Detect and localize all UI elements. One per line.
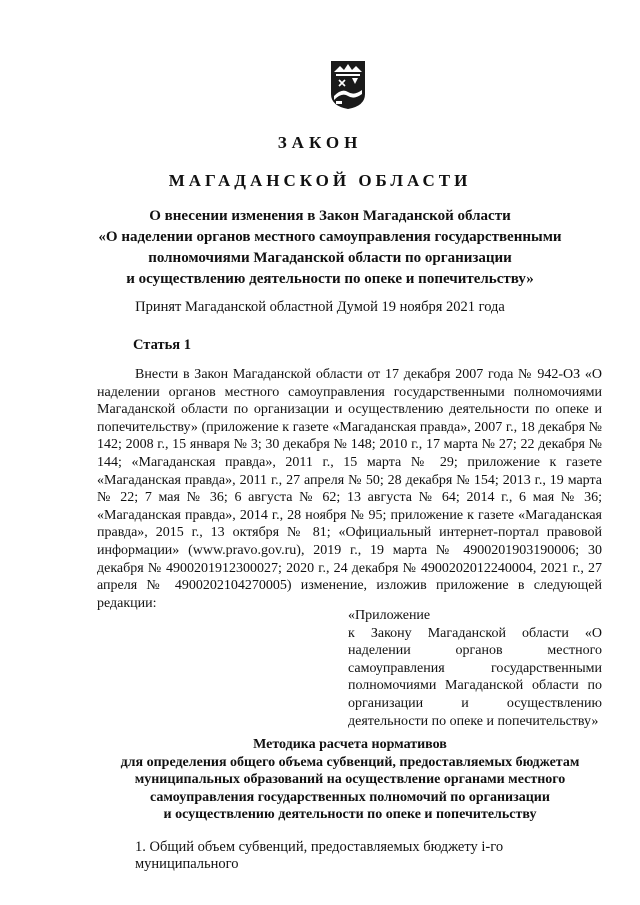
methodology-heading (100, 736, 600, 824)
clause-1-text: 1. Общий объем субвенций, предоставляемых бюджету i-го муниципального (135, 839, 504, 872)
article-paragraph-text: Внести в Закон Магаданской области от 17 декабря 2007 года № 942-ОЗ «О наделении органов местного самоуправления государственными полномочиями Магаданской области по организации и осуществлению деятельности по опеке и попечительству» (приложение к газете «Магаданская правда», 2007 г., 18 декабря № 142; 2008 г., 15 января № 3; 30 декабря № 148; 2010 г., 17 марта № 27; 22 декабря № 144; «Магаданская правда», 2011 г., 15 марта № 29; приложение к газете «Магаданская правда», 2011 г., 27 апреля № 50; 28 декабря № 154; 2013 г., 19 марта № 22; 7 мая № 36; 6 августа № 62; 13 августа № 64; 2014 г., 6 мая № 36; «Магаданская правда», 2014 г., 28 ноября № 95; приложение к газете «Магаданская правда», 2015 г., 13 октября № 81; «Официальный интернет-портал правовой информации» (www.pravo.gov.ru), 2019 г., 19 марта № 4900201903190006; 30 декабря № 4900201912300027; 2020 г., 24 декабря № 4900202012240004, 2021 г., 27 апреля № 4900202104270005) изменение, изложив приложение в следующей редакции: (97, 367, 602, 611)
methodology-line: и осуществлению деятельности по опеке и попечительству (163, 807, 537, 823)
law-title-line: О внесении изменения в Закон Магаданской области (149, 208, 511, 224)
magadan-coat-of-arms-icon (330, 60, 366, 110)
methodology-line: самоуправления государственных полномочий по организации (150, 789, 550, 805)
region-heading: МАГАДАНСКОЙ ОБЛАСТИ (168, 171, 472, 190)
law-title (60, 206, 600, 290)
appendix-header (348, 607, 602, 730)
law-title-line: полномочиями Магаданской области по организации (148, 250, 512, 266)
adoption-statement: Принят Магаданской областной Думой 19 ноября 2021 года (135, 299, 505, 315)
methodology-line: муниципальных образований на осуществление органами местного (134, 772, 566, 788)
law-title-line: и осуществлению деятельности по опеке и попечительству» (126, 271, 534, 287)
appendix-reference: к Закону Магаданской области «О наделении органов местного самоуправления государственными полномочиями Магаданской области по организации и осуществлению деятельности по опеке и попечительству» (348, 625, 602, 729)
methodology-line: для определения общего объема субвенций, предоставляемых бюджетам (120, 754, 580, 770)
law-title-line: «О наделении органов местного самоуправления государственными (98, 229, 562, 245)
document-type-heading: ЗАКОН (277, 133, 363, 152)
article-paragraph (97, 366, 602, 612)
methodology-line: Методика расчета нормативов (253, 737, 447, 752)
appendix-title: «Приложение (348, 608, 431, 623)
article-heading: Статья 1 (133, 337, 191, 353)
